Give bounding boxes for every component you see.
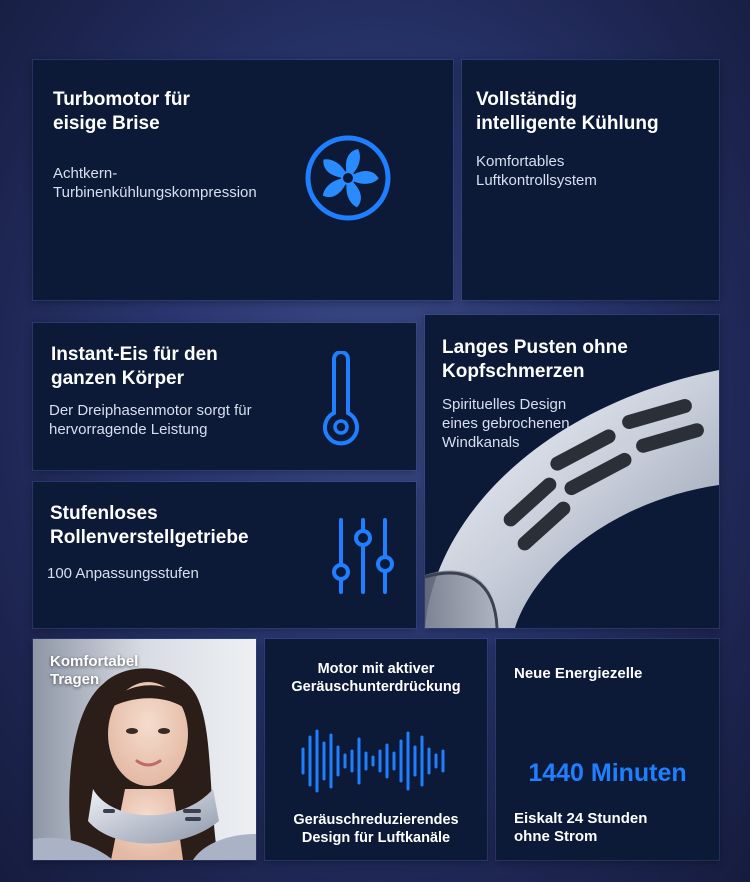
thermometer-icon [316, 351, 366, 449]
card-description: Der Dreiphasenmotor sorgt für hervorragende Leistung [49, 402, 252, 438]
card-description: Komfortables Luftkontrollsystem [476, 153, 597, 189]
card-title: Komfortabel Tragen [50, 653, 139, 688]
duration-highlight: 1440 Minuten [528, 759, 687, 787]
card-title: Vollständig intelligente Kühlung [476, 89, 659, 134]
card-instant [33, 323, 416, 470]
card-wear [33, 639, 256, 860]
fan-icon [303, 133, 393, 223]
card-title: Stufenloses Rollenverstellgetriebe [50, 503, 249, 548]
card-turbo [33, 60, 453, 300]
card-description: 100 Anpassungsstufen [47, 565, 199, 582]
soundwave-icon [300, 729, 450, 793]
card-title: Instant-Eis für den ganzen Körper [51, 344, 218, 389]
card-title: Neue Energiezelle [514, 665, 643, 682]
card-description: Spirituelles Design eines gebrochenen Windkanals [442, 396, 570, 451]
card-title: Langes Pusten ohne Kopfschmerzen [442, 337, 628, 382]
card-motor [265, 639, 487, 860]
card-smart [462, 60, 719, 300]
card-stepless [33, 482, 416, 628]
card-energy [496, 639, 719, 860]
card-title: Motor mit aktiver Geräuschunterdrückung [291, 661, 461, 695]
card-description: Eiskalt 24 Stunden ohne Strom [514, 810, 648, 845]
card-long-blow [425, 315, 719, 628]
card-description: Geräuschreduzierendes Design für Luftkanäle [293, 812, 459, 846]
card-description: Achtkern- Turbinenkühlungskompression [53, 165, 257, 201]
card-title: Turbomotor für eisige Brise [53, 89, 190, 134]
sliders-icon [331, 516, 395, 596]
